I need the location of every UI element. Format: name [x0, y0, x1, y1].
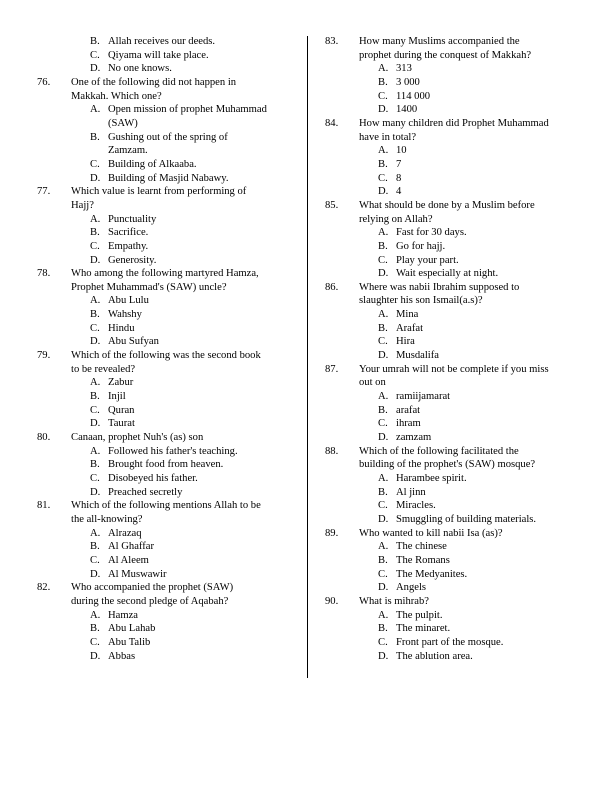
option-letter: C.: [90, 49, 100, 61]
answer-option: [342, 240, 588, 254]
question-number: 77.: [37, 186, 51, 198]
option-letter: C.: [90, 240, 100, 252]
right-column: [325, 35, 588, 663]
question-number: 79.: [37, 350, 51, 362]
option-letter: D.: [90, 568, 101, 580]
answer-option: [342, 554, 588, 568]
question-text: Canaan, prophet Nuh's (as) son: [71, 432, 204, 444]
question-text-line: the all-knowing?: [71, 513, 143, 525]
option-letter: A.: [378, 473, 389, 484]
question-block: [37, 349, 294, 431]
option-text: Open mission of prophet Muhammad: [108, 104, 267, 116]
question-block: [37, 76, 294, 185]
option-text: (SAW): [108, 117, 138, 129]
answer-option: [54, 103, 294, 117]
answer-option: [342, 568, 588, 582]
question-number: 80.: [37, 432, 51, 444]
option-letter: D.: [378, 432, 389, 444]
option-letter: B.: [90, 309, 100, 321]
option-text: Hamza: [108, 609, 138, 621]
question-number: 90.: [325, 595, 339, 607]
question-text: How many Muslims accompanied the: [359, 36, 520, 47]
question-text-line: [325, 527, 588, 541]
question-text-line: [325, 117, 588, 131]
option-letter: A.: [90, 104, 101, 116]
option-letter: C.: [90, 554, 100, 566]
answer-option: [54, 636, 294, 650]
answer-option: [54, 390, 294, 404]
question-text: Who wanted to kill nabii Isa (as)?: [359, 527, 503, 539]
question-text: Which of the following facilitated the: [359, 445, 519, 457]
question-text-line: building of the prophet's (SAW) mosque?: [359, 459, 536, 471]
answer-option: [342, 308, 588, 322]
option-text: 3 000: [396, 76, 420, 88]
answer-option: [342, 540, 588, 554]
answer-option: [54, 404, 294, 418]
question-block: [37, 581, 294, 663]
option-text: The Romans: [396, 554, 450, 566]
answer-option: [342, 144, 588, 158]
answer-option: [54, 49, 294, 63]
question-text-line: [37, 185, 294, 199]
answer-option: [54, 308, 294, 322]
option-text: Building of Masjid Nabawy.: [108, 172, 229, 184]
question-number: 83.: [325, 36, 339, 47]
option-letter: D.: [378, 582, 389, 594]
answer-option: [342, 322, 588, 336]
option-letter: A.: [378, 227, 389, 239]
option-text: Al Muswawir: [108, 568, 167, 580]
option-letter: C.: [378, 172, 388, 184]
option-letter: C.: [90, 636, 100, 648]
left-column: [37, 35, 294, 663]
option-letter: D.: [90, 486, 101, 498]
answer-option: [54, 417, 294, 431]
option-letter: C.: [378, 568, 388, 580]
option-letter: A.: [90, 377, 101, 389]
question-number: 85.: [325, 199, 339, 211]
option-letter: C.: [378, 336, 388, 348]
answer-option: [342, 185, 588, 199]
option-text: Building of Alkaaba.: [108, 158, 197, 170]
option-text: Front part of the mosque.: [396, 636, 504, 648]
option-text: 1400: [396, 104, 418, 116]
question-number: 89.: [325, 527, 339, 539]
answer-option: [54, 254, 294, 268]
question-text: Who accompanied the prophet (SAW): [71, 582, 234, 594]
option-letter: D.: [378, 268, 389, 280]
option-text: 7: [396, 158, 402, 170]
question-text: Your umrah will not be complete if you miss: [359, 363, 549, 375]
option-text: Alrazaq: [108, 527, 142, 539]
option-letter: A.: [378, 541, 389, 553]
option-letter: D.: [378, 104, 389, 116]
answer-option: [342, 404, 588, 418]
option-letter: A.: [90, 295, 101, 307]
answer-option: [54, 131, 294, 145]
option-text: 4: [396, 186, 402, 198]
option-text: Followed his father's teaching.: [108, 445, 238, 457]
question-text-line: prophet during the conquest of Makkah?: [359, 49, 532, 61]
question-block: [325, 527, 588, 595]
option-text: Preached secretly: [108, 486, 183, 498]
question-text: What should be done by a Muslim before: [359, 199, 535, 211]
option-text: Allah receives our deeds.: [108, 36, 216, 47]
question-number: 82.: [37, 582, 51, 594]
option-text: Quran: [108, 404, 135, 416]
answer-option: [54, 650, 294, 664]
answer-option: [342, 650, 588, 664]
answer-option: [342, 417, 588, 431]
option-text: Wahshy: [108, 309, 142, 321]
question-text: What is mihrab?: [359, 595, 430, 607]
question-text-line: [37, 349, 294, 363]
answer-option: [54, 322, 294, 336]
question-text-line: [37, 581, 294, 595]
answer-option: [54, 458, 294, 472]
option-text: Empathy.: [108, 240, 149, 252]
option-text: Wait especially at night.: [396, 268, 499, 280]
answer-option: [54, 158, 294, 172]
question-text: Who among the following martyred Hamza,: [71, 268, 259, 280]
answer-option: [54, 117, 294, 131]
question-text: Which value is learnt from performing of: [71, 186, 247, 198]
option-letter: C.: [90, 473, 100, 484]
option-letter: A.: [90, 609, 101, 621]
question-text-line: relying on Allah?: [359, 213, 433, 225]
question-number: 81.: [37, 500, 51, 512]
option-text: Go for hajj.: [396, 240, 446, 252]
option-letter: B.: [378, 76, 388, 88]
option-letter: B.: [90, 541, 100, 553]
question-text: Where was nabii Ibrahim supposed to: [359, 281, 520, 293]
option-text: The ablution area.: [396, 650, 473, 662]
option-text: The pulpit.: [396, 609, 443, 621]
option-letter: B.: [90, 36, 100, 47]
option-letter: D.: [378, 650, 389, 662]
option-letter: C.: [378, 636, 388, 648]
answer-option: [54, 622, 294, 636]
question-number: 76.: [37, 76, 51, 88]
option-letter: B.: [378, 158, 388, 170]
answer-option: [54, 486, 294, 500]
option-text: Hira: [396, 336, 415, 348]
answer-option: [54, 35, 294, 49]
answer-option: [342, 499, 588, 513]
answer-option: [342, 486, 588, 500]
option-text: 8: [396, 172, 402, 184]
answer-option: [342, 62, 588, 76]
answer-option: [342, 513, 588, 527]
option-text: Al Aleem: [108, 554, 149, 566]
answer-option: [54, 240, 294, 254]
answer-option: [54, 376, 294, 390]
option-text: Angels: [396, 582, 427, 594]
option-text: Al Ghaffar: [108, 541, 154, 553]
answer-option: [54, 609, 294, 623]
option-text: Brought food from heaven.: [108, 459, 224, 471]
option-letter: D.: [378, 350, 389, 362]
option-letter: A.: [90, 527, 101, 539]
option-letter: C.: [378, 418, 388, 430]
question-number: 78.: [37, 268, 51, 280]
option-letter: B.: [378, 404, 388, 416]
answer-option: [342, 335, 588, 349]
answer-option: [54, 554, 294, 568]
question-text-line: [325, 35, 588, 49]
question-text-line: [325, 363, 588, 377]
option-letter: C.: [90, 404, 100, 416]
question-text-line: to be revealed?: [71, 363, 136, 375]
question-text-line: [37, 76, 294, 90]
answer-option: [342, 390, 588, 404]
answer-option: [54, 213, 294, 227]
answer-option: [342, 609, 588, 623]
option-text: Sacrifice.: [108, 227, 149, 239]
option-letter: D.: [90, 418, 101, 430]
question-text-line: during the second pledge of Aqabah?: [71, 595, 229, 607]
answer-option: [342, 431, 588, 445]
option-letter: C.: [378, 90, 388, 102]
option-letter: B.: [90, 227, 100, 239]
option-text: Abu Talib: [108, 636, 151, 648]
answer-option: [342, 349, 588, 363]
option-text: zamzam: [396, 432, 432, 444]
option-letter: A.: [378, 63, 389, 75]
option-letter: B.: [378, 554, 388, 566]
question-block: [37, 267, 294, 349]
option-letter: B.: [378, 486, 388, 498]
option-text: Disobeyed his father.: [108, 473, 198, 484]
answer-option: [342, 90, 588, 104]
option-text: ramiijamarat: [396, 391, 451, 403]
question-text-line: [325, 445, 588, 459]
question-block: [37, 431, 294, 499]
answer-option: [54, 172, 294, 186]
question-block: [325, 363, 588, 445]
option-text: Abu Lahab: [108, 623, 156, 635]
question-text-line: Hajj?: [71, 199, 94, 211]
answer-option: [342, 472, 588, 486]
option-text: ihram: [396, 418, 421, 430]
option-text: Injil: [108, 391, 126, 403]
option-letter: C.: [90, 322, 100, 334]
question-block: [325, 281, 588, 363]
question-text-line: out on: [359, 377, 386, 389]
option-letter: D.: [90, 63, 101, 75]
option-text: Harambee spirit.: [396, 473, 467, 484]
option-letter: D.: [90, 172, 101, 184]
column-divider: [307, 36, 308, 678]
question-text-line: [325, 595, 588, 609]
answer-option: [54, 540, 294, 554]
answer-option: [342, 172, 588, 186]
answer-option: [54, 144, 294, 158]
option-letter: B.: [90, 391, 100, 403]
option-text: Hindu: [108, 322, 135, 334]
option-text: Abu Sufyan: [108, 336, 159, 348]
option-letter: B.: [90, 623, 100, 635]
option-text: Abu Lulu: [108, 295, 149, 307]
question-text-line: [37, 267, 294, 281]
option-text: Smuggling of building materials.: [396, 513, 537, 525]
answer-option: [54, 445, 294, 459]
option-letter: B.: [378, 322, 388, 334]
question-text-line: Prophet Muhammad's (SAW) uncle?: [71, 281, 227, 293]
option-letter: D.: [90, 254, 101, 266]
question-text-line: [325, 199, 588, 213]
question-block: [325, 595, 588, 663]
answer-option: [54, 472, 294, 486]
question-text-line: Makkah. Which one?: [71, 90, 162, 102]
answer-option: [54, 294, 294, 308]
question-text: Which of the following was the second book: [71, 350, 261, 362]
option-text: Mina: [396, 309, 419, 321]
option-letter: B.: [90, 459, 100, 471]
option-text: The minaret.: [396, 623, 451, 635]
question-text: How many children did Prophet Muhammad: [359, 117, 549, 129]
option-text: The chinese: [396, 541, 447, 553]
option-letter: A.: [90, 213, 101, 225]
answer-option: [342, 76, 588, 90]
question-text-line: [37, 431, 294, 445]
option-text: Qiyama will take place.: [108, 49, 209, 61]
question-text-line: have in total?: [359, 131, 417, 143]
option-letter: D.: [378, 186, 389, 198]
option-letter: C.: [378, 254, 388, 266]
question-number: 86.: [325, 281, 339, 293]
answer-option: [342, 636, 588, 650]
option-letter: B.: [90, 131, 100, 143]
question-block: [37, 499, 294, 581]
option-text: Miracles.: [396, 500, 436, 512]
option-text: The Medyanites.: [396, 568, 468, 580]
option-text: Gushing out of the spring of: [108, 131, 228, 143]
option-letter: B.: [378, 240, 388, 252]
answer-option: [54, 335, 294, 349]
question-block: [325, 445, 588, 527]
answer-option: [342, 267, 588, 281]
answer-option: [54, 226, 294, 240]
option-letter: D.: [378, 513, 389, 525]
option-letter: D.: [90, 336, 101, 348]
question-block: [325, 199, 588, 281]
question-block: [325, 35, 588, 117]
option-text: 114 000: [396, 90, 431, 102]
question-number: 87.: [325, 363, 339, 375]
option-letter: C.: [378, 500, 388, 512]
question-number: 88.: [325, 445, 339, 457]
option-text: Zamzam.: [108, 145, 148, 157]
option-letter: A.: [378, 309, 389, 321]
answer-option: [342, 226, 588, 240]
option-letter: A.: [90, 445, 101, 457]
option-letter: C.: [90, 158, 100, 170]
question-text-line: slaughter his son Ismail(a.s)?: [359, 295, 483, 307]
answer-option: [342, 158, 588, 172]
answer-option: [54, 568, 294, 582]
option-text: Play your part.: [396, 254, 459, 266]
option-letter: B.: [378, 623, 388, 635]
option-text: 10: [396, 145, 407, 157]
option-text: Musdalifa: [396, 350, 439, 362]
question-text: One of the following did not happen in: [71, 76, 237, 88]
option-text: Taurat: [108, 418, 135, 430]
answer-option: [54, 527, 294, 541]
option-text: Arafat: [396, 322, 424, 334]
option-text: No one knows.: [108, 63, 172, 75]
answer-option: [342, 622, 588, 636]
answer-option: [342, 254, 588, 268]
option-letter: D.: [90, 650, 101, 662]
question-block: [325, 117, 588, 199]
question-text-line: [325, 281, 588, 295]
question-text: Which of the following mentions Allah to be: [71, 500, 261, 512]
option-text: Generosity.: [108, 254, 157, 266]
answer-option: [54, 62, 294, 76]
option-text: Fast for 30 days.: [396, 227, 467, 239]
question-text-line: [37, 499, 294, 513]
option-text: Abbas: [108, 650, 136, 662]
option-text: Punctuality: [108, 213, 157, 225]
answer-option: [342, 103, 588, 117]
question-number: 84.: [325, 117, 339, 129]
option-letter: A.: [378, 391, 389, 403]
option-text: Al jinn: [396, 486, 426, 498]
option-text: 313: [396, 63, 412, 75]
option-text: Zabur: [108, 377, 134, 389]
option-letter: A.: [378, 609, 389, 621]
option-text: arafat: [396, 404, 421, 416]
option-letter: A.: [378, 145, 389, 157]
answer-option: [342, 581, 588, 595]
question-block: [37, 185, 294, 267]
